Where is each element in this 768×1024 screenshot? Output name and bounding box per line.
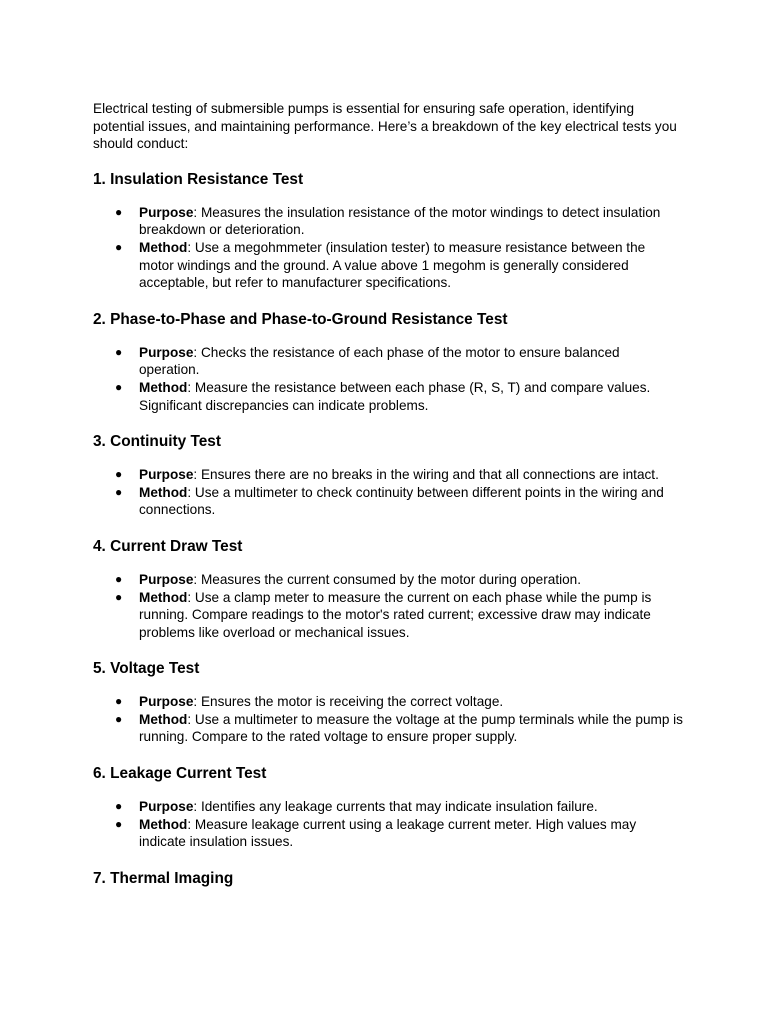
list-item — [93, 484, 683, 519]
item-term: Method — [139, 239, 188, 255]
bullet-list — [93, 693, 683, 746]
bullet-icon: ● — [115, 467, 123, 482]
item-term: Method — [139, 816, 188, 832]
bullet-icon: ● — [115, 484, 123, 499]
list-item — [93, 798, 683, 816]
bullet-icon: ● — [115, 571, 123, 586]
item-term: Purpose — [139, 799, 194, 815]
section-heading: 3. Continuity Test — [93, 433, 221, 451]
item-text: : Use a multimeter to measure the voltage at the pump terminals while the pump is running. Compare to the rated voltage to ensure proper supply. — [139, 711, 683, 745]
list-item — [93, 379, 683, 414]
item-text: : Measures the insulation resistance of the motor windings to detect insulation breakdown or deterioration. — [139, 204, 661, 238]
bullet-list — [93, 466, 683, 519]
section-heading: 1. Insulation Resistance Test — [93, 170, 304, 188]
item-text: : Identifies any leakage currents that may indicate insulation failure. — [193, 799, 598, 815]
item-term: Purpose — [139, 571, 194, 587]
item-term: Method — [139, 711, 188, 727]
list-item — [93, 239, 683, 292]
section-heading: 5. Voltage Test — [93, 660, 200, 678]
list-item — [93, 466, 683, 484]
document-page — [93, 100, 683, 889]
list-item — [93, 816, 683, 851]
bullet-list — [93, 204, 683, 292]
intro-paragraph: Electrical testing of submersible pumps is essential for ensuring safe operation, identifying potential issues, and maintaining performance. Here’s a breakdown of the key electrical tests you should conduct: — [93, 101, 677, 152]
item-term: Purpose — [139, 694, 194, 710]
section-heading: 2. Phase-to-Phase and Phase-to-Ground Resistance Test — [93, 310, 508, 328]
list-item — [93, 693, 683, 711]
section-heading: 7. Thermal Imaging — [93, 869, 234, 887]
item-text: : Ensures there are no breaks in the wiring and that all connections are intact. — [193, 467, 659, 483]
item-text: : Use a multimeter to check continuity between different points in the wiring and connections. — [139, 484, 664, 518]
bullet-list — [93, 571, 683, 641]
list-item — [93, 711, 683, 746]
item-term: Method — [139, 589, 188, 605]
item-text: : Measures the current consumed by the motor during operation. — [193, 571, 582, 587]
item-text: : Use a clamp meter to measure the current on each phase while the pump is running. Compare readings to the motor's rated current; excessive draw may indicate problems like overload or mechanical issues. — [139, 589, 652, 640]
list-item — [93, 589, 683, 642]
item-text: : Ensures the motor is receiving the correct voltage. — [193, 694, 504, 710]
item-text: : Checks the resistance of each phase of the motor to ensure balanced operation. — [139, 344, 620, 378]
item-term: Method — [139, 484, 188, 500]
item-term: Method — [139, 379, 188, 395]
bullet-icon: ● — [115, 816, 123, 831]
bullet-icon: ● — [115, 344, 123, 359]
bullet-icon: ● — [115, 694, 123, 709]
bullet-list — [93, 344, 683, 414]
item-text: : Measure the resistance between each phase (R, S, T) and compare values. Significant discrepancies can indicate problems. — [139, 379, 651, 413]
list-item — [93, 204, 683, 239]
bullet-icon: ● — [115, 204, 123, 219]
list-item — [93, 344, 683, 379]
item-text: : Measure leakage current using a leakage current meter. High values may indicate insulation issues. — [139, 816, 637, 850]
bullet-icon: ● — [115, 239, 123, 254]
section-heading: 4. Current Draw Test — [93, 537, 243, 555]
section-heading: 6. Leakage Current Test — [93, 765, 267, 783]
bullet-list — [93, 798, 683, 851]
list-item — [93, 571, 683, 589]
bullet-icon: ● — [115, 711, 123, 726]
item-text: : Use a megohmmeter (insulation tester) to measure resistance between the motor windings and the ground. A value above 1 megohm is generally considered acceptable, but refer to manufacturer specifications. — [139, 239, 646, 291]
bullet-icon: ● — [115, 379, 123, 394]
item-term: Purpose — [139, 204, 194, 220]
item-term: Purpose — [139, 467, 194, 483]
item-term: Purpose — [139, 344, 194, 360]
bullet-icon: ● — [115, 799, 123, 814]
bullet-icon: ● — [115, 589, 123, 604]
